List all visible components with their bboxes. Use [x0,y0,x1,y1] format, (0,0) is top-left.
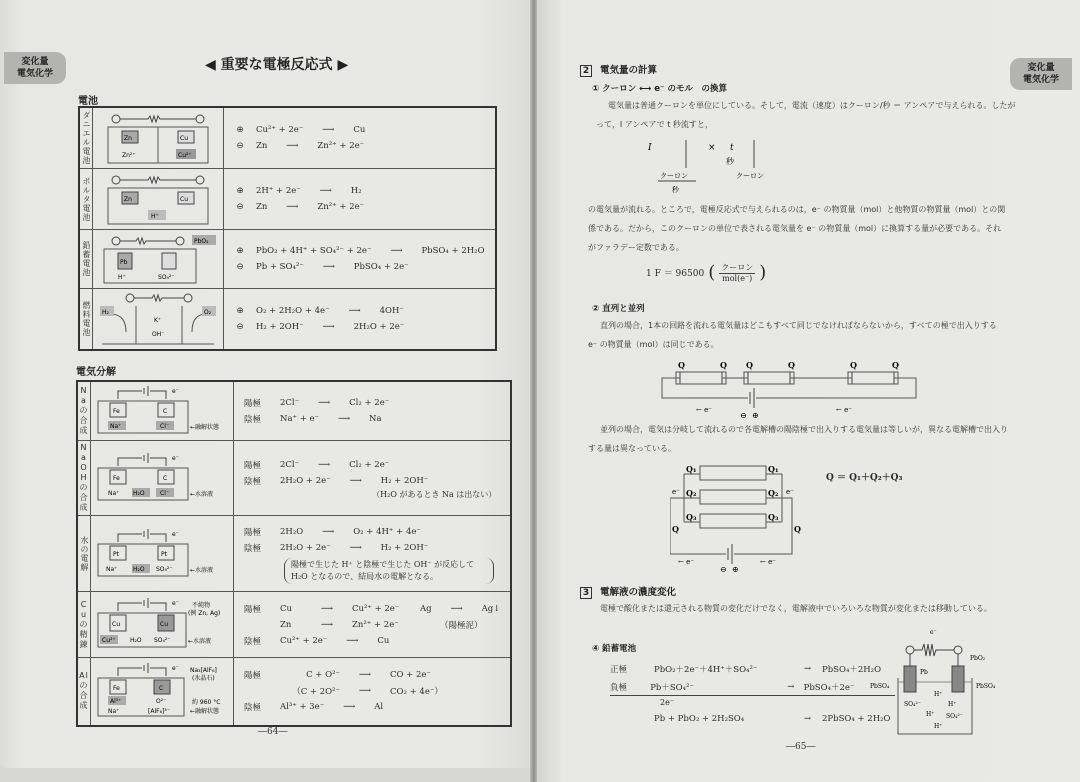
svg-text:H⁺: H⁺ [934,723,943,730]
eq-lhs: O₂ + 2H₂O + 4e⁻ [256,306,330,316]
svg-text:Q: Q [850,360,857,370]
svg-text:←水溶液: ←水溶液 [190,566,214,574]
eq-rhs: PbSO₄ + 2e⁻ [353,262,409,272]
svg-text:⊕: ⊕ [752,411,759,420]
page-title: ◀ 重要な電極反応式 ▶ [205,57,349,73]
eq-arrow: ⟶ [358,670,372,681]
reaction-arrow: → [804,714,812,724]
svg-text:Pt: Pt [161,550,167,558]
svg-text:Fe: Fe [113,685,120,693]
eq-lhs: 2H₂O + 2e⁻ [280,475,331,486]
cell-diagram [94,528,230,580]
eq-lhs: Pb + SO₄²⁻ [256,262,304,272]
eq-rhs: Cl₂ + 2e⁻ [349,398,390,408]
svg-text:← e⁻: ← e⁻ [760,558,776,566]
svg-text:H₂O: H₂O [133,565,145,573]
battery-section-label: 電池 [78,96,98,107]
row-label: NaOHの合成 [77,441,91,516]
equation-cell [234,516,512,592]
coulomb-fraction-diagram [640,136,800,196]
svg-text:e⁻: e⁻ [172,530,179,538]
eq-arrow: ⟶ [349,542,362,553]
eq-lhs: 2H⁺ + 2e⁻ [256,186,301,196]
svg-text:H₂: H₂ [102,309,109,316]
svg-text:←水溶液: ←水溶液 [190,491,214,498]
svg-text:Q₁: Q₁ [686,464,697,474]
eq-rhs: PbSO₄ + 2H₂O [421,246,485,256]
equation-note: 陽極で生じた H⁺ と陰極で生じた OH⁻ が反応して H₂O となるので、結局水の電解となる。 [284,558,494,584]
plus-sign: ⊕ [236,186,244,196]
eq-rhs: H₂ + 2OH⁻ [380,475,429,486]
eq-rhs: Cu [353,125,366,135]
eq-arrow: ⟶ [450,603,463,614]
svg-text:Q₃: Q₃ [686,512,697,522]
na-electrolysis-diagram [91,381,234,441]
svg-text:Cu: Cu [180,196,188,203]
svg-text:不純物: 不純物 [192,601,211,609]
svg-text:Fe: Fe [113,408,120,415]
svg-text:PbO₂: PbO₂ [194,238,209,245]
side-tab-line-2: 電気化学 [16,69,53,79]
svg-text:←融解状態: ←融解状態 [190,708,220,716]
svg-text:SO₄²⁻: SO₄²⁻ [904,701,922,708]
eq-lhs: PbO₂ + 4H⁺ + SO₄²⁻ + 2e⁻ [256,246,372,256]
eq-arrow: ⟶ [348,306,361,316]
eq-rhs: 2H₂O + 2e⁻ [353,322,405,332]
svg-text:⊖: ⊖ [720,565,727,572]
battery-table [78,106,497,351]
equation-cell [224,289,496,351]
svg-text:×: × [708,143,716,153]
eq-rhs: Zn²⁺ + 2e⁻ [352,619,399,630]
svg-text:Q: Q [794,524,801,534]
eq-arrow: ⟶ [343,702,356,713]
minus-sign: ⊖ [236,202,244,212]
eq-extra-lhs: Ag [420,603,432,614]
eq-lhs: 2Cl⁻ [280,459,300,470]
paragraph-series: 直列の場合，1本の回路を流れる電気量はどこもすべて同じでなければならないから，すべての極で出入りする e⁻ の物質量（mol）は同じである。 [588,321,997,349]
row-label: ボルタ電池 [79,169,93,230]
svg-text:← e⁻: ← e⁻ [678,558,694,566]
svg-text:Na⁺: Na⁺ [108,708,120,716]
pole-label: 陽極 [244,460,262,471]
left-page-number: ―64― [258,727,288,737]
table-row [77,381,511,441]
eq-arrow: ⟶ [320,603,334,614]
svg-text:← e⁻: ← e⁻ [696,406,712,414]
eq-lhs: Cu²⁺ + 2e⁻ [280,635,328,646]
svg-text:PbSO₄: PbSO₄ [976,683,996,690]
equation-anode [244,524,500,540]
pole-label: 陽極 [244,527,262,538]
section-2-heading [580,62,657,77]
paragraph-concentration: 電極で酸化または還元される物質の変化だけでなく，電解液中でいろいろな物質が変化または移動している。 [600,604,992,613]
equation-note: （H₂O があるとき Na は出ない） [372,489,497,499]
fuel-cell-diagram [93,289,224,351]
paragraph-coulomb: 電気量は普通クーロンを単位にしている。そして，電流（速度）はクーロン/秒 ＝ アンペアで与えられる。したがって，I アンペアで t 秒流すと， [596,101,1016,129]
svg-text:O₂: O₂ [204,309,212,316]
cell-diagram [94,597,230,653]
equation-cathode [244,540,500,556]
section-title: 電気量の計算 [600,65,658,76]
svg-text:←融解状態: ←融解状態 [190,424,220,431]
pole-label: 陰極 [244,703,262,714]
svg-text:Zn: Zn [124,196,132,203]
cell-diagram [96,292,220,346]
reaction-arrow: → [787,681,795,692]
svg-text:H⁺: H⁺ [948,701,957,708]
eq-rhs: Zn²⁺ + 2e⁻ [317,202,365,212]
equation-anode [244,395,500,411]
svg-text:e⁻: e⁻ [786,488,794,496]
parallel-circuit-diagram [670,462,810,572]
equation-anode [244,457,500,473]
equation-anode [234,199,485,215]
svg-text:Cu: Cu [160,620,168,628]
pole-label: 陰極 [244,543,262,554]
equation-anode [244,601,500,617]
reaction-row-negative [610,678,895,696]
svg-text:Cl⁻: Cl⁻ [160,423,170,430]
svg-text:e⁻: e⁻ [172,599,179,607]
svg-text:H₂O: H₂O [130,636,142,644]
cell-diagram [96,233,220,285]
plus-sign: ⊕ [236,246,244,256]
lead-battery-diagram [870,626,1020,738]
svg-text:OH⁻: OH⁻ [152,331,165,338]
svg-text:Pb: Pb [120,259,128,266]
svg-text:秒: 秒 [726,157,734,166]
eq-lhs: H₂ + 2OH⁻ [256,322,304,332]
pole-label: 陽極 [244,399,262,409]
equation-cell [224,107,496,169]
svg-text:C: C [163,475,168,482]
svg-text:クーロン: クーロン [660,172,688,180]
equation-cathode [244,699,500,715]
svg-text:H₂O: H₂O [133,490,145,497]
svg-text:Cu: Cu [112,620,120,628]
row-label: Alの合成 [77,658,91,726]
reaction-rhs: PbSO₄＋2e⁻ [803,682,855,693]
naoh-electrolysis-diagram [91,441,234,516]
eq-arrow: ⟶ [358,686,372,697]
svg-text:[AlF₆]³⁻: [AlF₆]³⁻ [148,708,170,716]
eq-lhs: C + O²⁻ [306,670,340,681]
minus-sign: ⊖ [236,322,244,332]
equation-cell [234,441,512,516]
svg-text:e⁻: e⁻ [930,629,937,636]
svg-text:e⁻: e⁻ [672,488,680,496]
cell-diagram [96,111,220,165]
row-label: 水の電解 [77,516,91,592]
electron-transfer-label: 2e⁻ [660,698,675,707]
faraday-constant-formula: 1 F ＝ 96500 ( クーロン mol(e⁻) ) [646,262,767,283]
eq-arrow: ⟶ [322,526,335,537]
svg-text:H⁺: H⁺ [934,691,943,698]
pole-label: 陰極 [244,476,262,487]
svg-text:Al³⁺: Al³⁺ [110,698,122,706]
eq-arrow: ⟶ [322,125,335,135]
cu-refining-diagram [91,592,234,658]
svg-text:e⁻: e⁻ [172,455,179,462]
eq-arrow: ⟶ [319,186,332,196]
equation-cathode [234,303,485,319]
electrode-label: 負極 [610,682,628,693]
eq-lhs: Cu [280,603,292,614]
eq-arrow: ⟶ [346,635,359,646]
svg-text:Na₃[AlF₆]: Na₃[AlF₆] [190,667,217,675]
sub-heading-coulomb: ① クーロン ⟷ e⁻ のモル の換算 [592,84,727,94]
svg-text:PbO₂: PbO₂ [970,655,986,662]
equation-cell [234,381,512,441]
eq-rhs: Cu²⁺ + 2e⁻ [352,603,400,614]
svg-text:C: C [159,685,164,693]
eq-arrow: ⟶ [390,246,403,256]
svg-text:SO₄²⁻: SO₄²⁻ [154,636,171,644]
electrolysis-section-label: 電気分解 [76,367,116,378]
svg-text:秒: 秒 [672,186,679,194]
paragraph-faraday: の電気量が流れる。ところで，電極反応式で与えられるのは，e⁻ の物質量（mol）と他物質の物質量（mol）との関係である。だから，このクーロンの単位で表される電気量を e⁻ の物質量（mol）に換算する量が必要である。それがファラデー定数である。 [588,205,1006,252]
svg-text:Cu²⁺: Cu²⁺ [178,152,192,159]
eq-lhs: Zn [256,141,268,151]
svg-text:←水溶液: ←水溶液 [188,637,212,645]
equation-cell [234,658,512,726]
equation-anode-2 [244,617,500,633]
pole-label: 陰極 [244,415,262,425]
faraday-unit-fraction [719,262,755,283]
daniell-cell-diagram [93,107,224,169]
svg-text:Q: Q [720,360,727,370]
svg-text:⊖: ⊖ [740,411,747,420]
svg-text:← e⁻: ← e⁻ [836,406,852,414]
sub-heading-series-parallel: ② 直列と並列 [592,304,645,314]
svg-text:Q: Q [892,360,899,370]
equation-cathode [234,243,485,259]
equation-cathode [234,183,485,199]
eq-extra-rhs: Ag↓ [481,603,501,614]
svg-text:C: C [163,408,168,415]
sub-heading-lead-battery: ④ 鉛蓄電池 [592,644,637,654]
side-tab-line-1: 変化量 [1027,63,1055,73]
table-row [77,592,511,658]
svg-text:K⁺: K⁺ [154,317,162,324]
svg-text:Q: Q [746,360,753,370]
pole-label: 陽極 [244,671,262,682]
eq-rhs: CO₂ + 4e⁻） [390,687,443,698]
row-label: ダニエル電池 [79,107,93,169]
eq-rhs: Al [374,702,384,713]
eq-rhs: Zn²⁺ + 2e⁻ [317,141,365,151]
svg-text:t: t [730,143,734,153]
series-circuit-diagram [660,358,920,420]
svg-text:Cu: Cu [180,135,188,142]
svg-text:e⁻: e⁻ [172,665,179,673]
svg-text:H⁺: H⁺ [151,213,159,220]
svg-text:Zn²⁺: Zn²⁺ [122,152,136,159]
fraction-denominator: mol(e⁻) [722,274,753,283]
section-3-heading [580,584,676,599]
svg-text:(氷晶石): (氷晶石) [192,675,215,683]
row-label: Cuの精錬 [77,592,91,658]
eq-arrow: ⟶ [318,398,331,408]
svg-text:O²⁻: O²⁻ [156,698,167,706]
eq-rhs: Cu [377,635,390,646]
eq-arrow: ⟶ [286,141,299,151]
eq-arrow: ⟶ [322,322,335,332]
equation-cell [224,169,496,230]
right-side-tab [1010,58,1072,90]
svg-text:Cu²⁺: Cu²⁺ [102,636,116,644]
section-title: 電解液の濃度変化 [600,587,677,598]
minus-sign: ⊖ [236,262,244,272]
svg-text:Q: Q [678,360,685,370]
table-row [79,169,496,230]
equation-cathode [244,473,500,489]
cell-diagram [96,172,220,226]
anode-mud-note: （陽極泥） [440,620,483,631]
equation-cathode [234,122,485,138]
row-label: 鉛蓄電池 [79,230,93,289]
svg-text:Cl⁻: Cl⁻ [160,490,170,497]
section-number: 3 [580,587,592,599]
svg-text:Q₁: Q₁ [768,464,779,474]
eq-arrow: ⟶ [349,475,362,486]
reaction-lhs: Pb＋SO₄²⁻ [650,682,694,693]
eq-rhs: Cl₂ + 2e⁻ [349,459,390,470]
eq-lhs: 2H₂O + 2e⁻ [280,542,331,553]
table-row [79,107,496,169]
equation-cell [224,230,496,289]
table-row [77,658,511,726]
svg-text:Fe: Fe [113,475,120,482]
svg-text:H⁺: H⁺ [118,274,126,281]
reaction-rhs: PbSO₄＋2H₂O [822,665,882,675]
left-side-tab [4,52,66,84]
svg-text:Q₂: Q₂ [686,488,697,498]
eq-rhs: Na [369,414,382,424]
eq-arrow: ⟶ [337,414,351,424]
svg-text:Q₂: Q₂ [768,488,779,498]
eq-lhs: Na⁺ + e⁻ [280,414,320,424]
parallel-sum-formula: Q ＝ Q₁＋Q₂＋Q₃ [826,473,903,483]
eq-lhs: Al³⁺ + 3e⁻ [280,702,325,713]
svg-text:⊕: ⊕ [732,565,739,572]
eq-arrow: ⟶ [320,619,334,630]
eq-arrow: ⟶ [322,262,335,272]
svg-text:Na⁺: Na⁺ [108,490,120,497]
svg-text:Na⁺: Na⁺ [106,565,118,573]
table-row [79,289,496,351]
pole-label: 陽極 [244,604,262,615]
fraction-numerator: クーロン [721,263,754,272]
side-tab-line-2: 電気化学 [1022,75,1059,85]
svg-text:H⁺: H⁺ [926,711,935,718]
reaction-arrow: → [804,664,812,674]
cell-diagram [94,385,230,437]
eq-rhs: 4OH⁻ [379,306,404,316]
eq-rhs: H₂ + 2OH⁻ [380,542,429,553]
table-row [77,441,511,516]
svg-text:Q₃: Q₃ [768,512,779,522]
cell-diagram [94,662,230,720]
eq-lhs: 2H₂O [280,526,304,537]
eq-lhs: Zn [256,202,268,212]
equation-cell [234,592,512,658]
side-tab-line-1: 変化量 [21,57,49,67]
equation-anode [234,319,485,335]
eq-arrow: ⟶ [286,202,299,212]
svg-text:(例 Zn, Ag): (例 Zn, Ag) [188,609,221,617]
svg-text:Pb: Pb [920,669,928,676]
paragraph-parallel: 並列の場合，電気は分岐して流れるので各電解槽の陽陰極で出入りする電気量は等しいが，異なる電解槽で出入りする量は異なっている。 [588,425,1008,453]
equation-anode [234,259,485,275]
svg-text:Pt: Pt [113,550,119,558]
plus-sign: ⊕ [236,306,244,316]
svg-text:SO₄²⁻: SO₄²⁻ [946,713,964,720]
eq-lhs: 2Cl⁻ [280,398,300,408]
cell-diagram [94,452,230,504]
eq-rhs: H₂ [350,186,362,196]
pole-label: 陰極 [244,636,262,647]
svg-text:e⁻: e⁻ [172,388,179,395]
electrode-label: 正極 [610,665,628,675]
faraday-lhs: 1 F ＝ 96500 [646,269,705,279]
eq-lhs: Zn [280,619,292,630]
table-row [79,230,496,289]
lead-cell-diagram [93,230,224,289]
svg-text:Zn: Zn [124,135,132,142]
svg-text:Q: Q [788,360,795,370]
equation-cathode [244,633,500,649]
eq-rhs: O₂ + 4H⁺ + 4e⁻ [353,526,421,537]
reaction-rhs: 2PbSO₄ + 2H₂O [822,714,891,724]
svg-text:PbSO₄: PbSO₄ [870,683,890,690]
svg-text:Na⁺: Na⁺ [110,423,122,430]
equation-cathode [244,411,500,427]
row-label: 燃料電池 [79,289,93,351]
plus-sign: ⊕ [236,125,244,135]
al-electrolysis-diagram [91,658,234,726]
reaction-lhs: Pb + PbO₂ + 2H₂SO₄ [654,714,745,724]
eq-lhs: （C + 2O²⁻ [292,687,340,698]
svg-text:Q: Q [672,524,679,534]
equation-anode-2 [244,683,500,699]
svg-text:I: I [648,143,652,153]
right-page-number: ―65― [786,742,816,752]
svg-text:SO₄²⁻: SO₄²⁻ [158,274,175,281]
eq-rhs: CO + 2e⁻ [390,670,431,681]
volta-cell-diagram [93,169,224,230]
minus-sign: ⊖ [236,141,244,151]
reaction-lhs: PbO₂＋2e⁻＋4H⁺＋SO₄²⁻ [654,665,758,675]
svg-text:クーロン: クーロン [736,172,764,180]
equation-anode [234,138,485,154]
water-electrolysis-diagram [91,516,234,592]
electrolysis-table [76,380,512,727]
row-label: Naの合成 [77,381,91,441]
svg-text:約 960 °C: 約 960 °C [192,699,221,707]
equation-anode [244,667,500,683]
svg-text:SO₄²⁻: SO₄²⁻ [156,565,173,573]
section-number: 2 [580,65,592,77]
eq-arrow: ⟶ [318,459,331,470]
table-row [77,516,511,592]
eq-lhs: Cu²⁺ + 2e⁻ [256,125,304,135]
